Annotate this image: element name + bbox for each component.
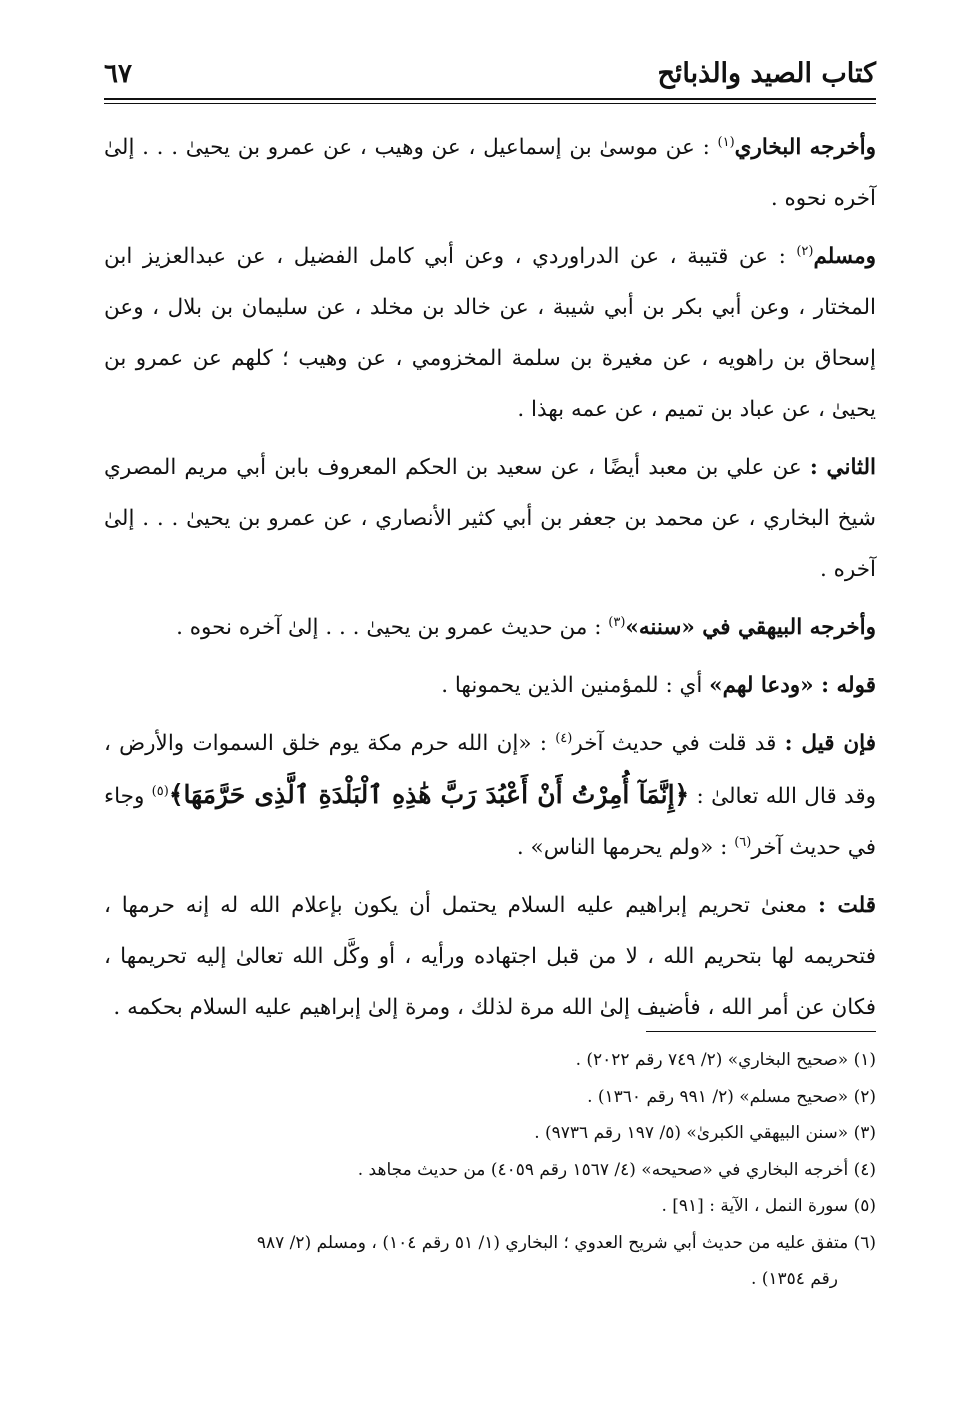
- footnote-ref: (٦): [734, 834, 752, 850]
- footnote-3: (٣) «سنن البيهقي الكبرىٰ» (٥/ ١٩٧ رقم ٩٧٣٦) .: [534, 1123, 876, 1143]
- paragraph-text: : «إن الله حرم مكة يوم خلق السموات والأرض ، وقد قال الله تعالىٰ :: [104, 731, 876, 809]
- footnote-1: (١) «صحيح البخاري» (٢/ ٧٤٩ رقم ٢٠٢٢) .: [575, 1050, 876, 1070]
- footnote-rule: [646, 1031, 876, 1032]
- paragraph-1: [104, 122, 876, 224]
- paragraph-lead: وأخرجه البيهقي في «سننه»: [625, 615, 876, 640]
- paragraph-text: عن علي بن معبد أيضًا ، عن سعيد بن الحكم المعروف بابن أبي مريم المصري شيخ البخاري ، عن محمد بن جعفر بن أبي كثير الأنصاري ، عن عمرو بن يحيىٰ . . . إلىٰ آخره .: [104, 455, 876, 582]
- footnote-ref: (٥): [151, 783, 169, 799]
- paragraph-lead: قلت :: [818, 893, 876, 918]
- footnote-4: (٤) أخرجه البخاري في «صحيحه» (٤/ ١٥٦٧ رقم ٤٠٥٩) من حديث مجاهد .: [357, 1159, 876, 1180]
- paragraph-7: [104, 880, 876, 1033]
- paragraph-2: [104, 231, 876, 435]
- paragraph-5: [104, 660, 876, 711]
- paragraph-text: معنىٰ تحريم إبراهيم عليه السلام يحتمل أن يكون بإعلام الله له إنه حرمها ، فتحريمه لها بتحريم الله ، لا من قبل اجتهاده ورأيه ، أو وكَّل الله تعالىٰ إليه تحريمها ، فكان عن أمر الله ، فأضيف إلىٰ الله مرة لذلك ، ومرة إلىٰ إبراهيم عليه السلام بحكمه .: [104, 893, 876, 1020]
- main-text: [104, 122, 876, 1040]
- paragraph-text: : من حديث عمرو بن يحيىٰ . . . إلىٰ آخره نحوه .: [176, 615, 609, 640]
- paragraph-text: : «ولم يحرمها الناس» .: [516, 835, 735, 860]
- paragraph-text: وجاء في حديث آخر: [104, 784, 876, 860]
- paragraph-lead: وأخرجه البخاري: [734, 135, 876, 160]
- paragraph-text: : عن موسىٰ بن إسماعيل ، عن وهيب ، عن عمرو بن يحيىٰ . . . إلىٰ آخره نحوه .: [104, 135, 876, 211]
- running-title: كتاب الصيد والذبائح: [657, 58, 876, 89]
- footnote-ref: (٤): [555, 730, 573, 746]
- header-rule: [104, 98, 876, 100]
- page-number: ٦٧: [104, 59, 132, 89]
- footnote-ref: (١): [717, 134, 735, 150]
- paragraph-6: [104, 718, 876, 873]
- paragraph-text: قد قلت في حديث آخر: [572, 731, 785, 756]
- header-rule-thin: [104, 103, 876, 104]
- footnotes: [104, 1042, 876, 1298]
- paragraph-text: أي : للمؤمنين الذين يحمونها .: [441, 673, 710, 698]
- footnote-ref: (٣): [608, 614, 626, 630]
- paragraph-lead: قوله : «ودعا لهم»: [709, 673, 876, 698]
- footnote-5: (٥) سورة النمل ، الآية : [٩١] .: [661, 1196, 876, 1216]
- paragraph-text: : عن قتيبة ، عن الدراوردي ، وعن أبي كامل الفضيل ، عن عبدالعزيز ابن المختار ، وعن أبي بكر بن أبي شيبة ، عن خالد بن مخلد ، عن سليمان بن بلال ، وعن إسحاق بن راهويه ، عن مغيرة بن سلمة المخزومي ، عن وهيب ؛ كلهم عن عمرو بن يحيىٰ ، عن عباد بن تميم ، عن عمه بهذا .: [104, 244, 876, 422]
- paragraph-3: [104, 442, 876, 595]
- quran-verse: ﴿إِنَّمَآ أُمِرْتُ أَنْ أَعْبُدَ رَبَّ هَٰذِهِ ٱلْبَلْدَةِ ٱلَّذِى حَرَّمَهَا﴾: [168, 780, 690, 809]
- footnote-6: (٦) متفق عليه من حديث أبي شريح العدوي ؛ البخاري (١/ ٥١ رقم ١٠٤) ، ومسلم (٢/ ٩٨٧: [256, 1232, 876, 1253]
- footnote-6-continued: رقم ١٣٥٤) .: [750, 1269, 838, 1289]
- page-header: [104, 48, 876, 94]
- paragraph-4: [104, 602, 876, 653]
- paragraph-lead: ومسلم: [813, 244, 876, 269]
- paragraph-lead: فإن قيل :: [784, 731, 876, 756]
- paragraph-lead: الثاني :: [809, 455, 877, 480]
- footnote-ref: (٢): [796, 243, 814, 259]
- footnote-2: (٢) «صحيح مسلم» (٢/ ٩٩١ رقم ١٣٦٠) .: [587, 1086, 876, 1107]
